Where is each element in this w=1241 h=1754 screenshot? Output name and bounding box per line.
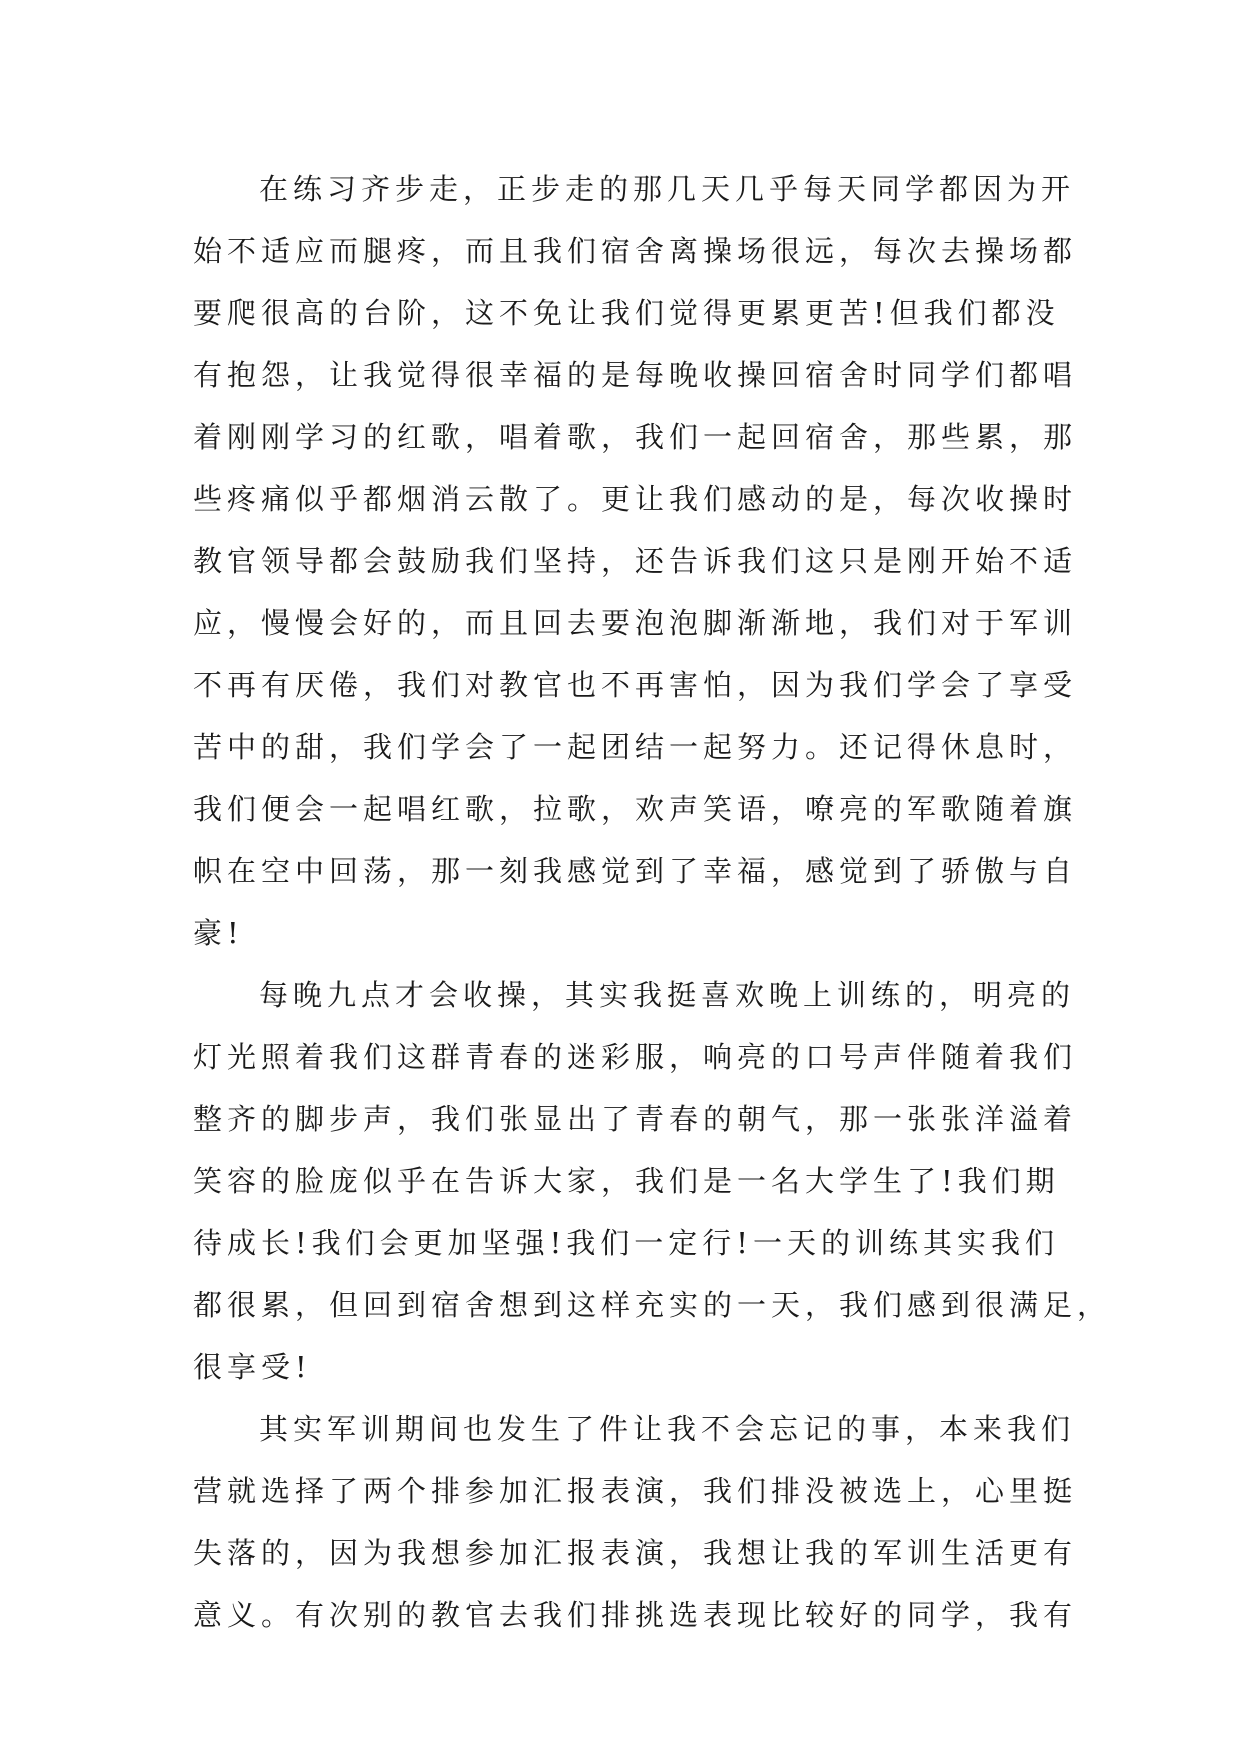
paragraph-line: 有抱怨，让我觉得很幸福的是每晚收操回宿舍时同学们都唱 — [193, 358, 1078, 392]
paragraph-line: 很享受! — [193, 1350, 312, 1384]
paragraph-line: 教官领导都会鼓励我们坚持，还告诉我们这只是刚开始不适 — [193, 544, 1078, 578]
paragraph-line: 意义。有次别的教官去我们排挑选表现比较好的同学，我有 — [193, 1598, 1078, 1632]
paragraph-line: 整齐的脚步声，我们张显出了青春的朝气，那一张张洋溢着 — [193, 1102, 1078, 1136]
paragraph-line: 着刚刚学习的红歌，唱着歌，我们一起回宿舍，那些累，那 — [193, 420, 1078, 454]
paragraph-line: 其实军训期间也发生了件让我不会忘记的事，本来我们 — [259, 1412, 1076, 1446]
paragraph-line: 不再有厌倦，我们对教官也不再害怕，因为我们学会了享受 — [193, 668, 1078, 702]
document-body — [193, 158, 1112, 1646]
paragraph-line: 些疼痛似乎都烟消云散了。更让我们感动的是，每次收操时 — [193, 482, 1078, 516]
paragraph-line: 帜在空中回荡，那一刻我感觉到了幸福，感觉到了骄傲与自 — [193, 854, 1078, 888]
paragraph-3 — [193, 1398, 1078, 1646]
paragraph-2 — [193, 964, 1112, 1398]
paragraph-line: 我们便会一起唱红歌，拉歌，欢声笑语，嘹亮的军歌随着旗 — [193, 792, 1078, 826]
paragraph-1 — [193, 158, 1078, 964]
paragraph-line: 营就选择了两个排参加汇报表演，我们排没被选上，心里挺 — [193, 1474, 1078, 1508]
paragraph-line: 应，慢慢会好的，而且回去要泡泡脚渐渐地，我们对于军训 — [193, 606, 1078, 640]
paragraph-line: 笑容的脸庞似乎在告诉大家，我们是一名大学生了!我们期 — [193, 1164, 1060, 1198]
paragraph-line: 苦中的甜，我们学会了一起团结一起努力。还记得休息时， — [193, 730, 1078, 764]
paragraph-line: 灯光照着我们这群青春的迷彩服，响亮的口号声伴随着我们 — [193, 1040, 1078, 1074]
paragraph-line: 待成长!我们会更加坚强!我们一定行!一天的训练其实我们 — [193, 1226, 1059, 1260]
paragraph-line: 每晚九点才会收操，其实我挺喜欢晚上训练的，明亮的 — [259, 978, 1076, 1012]
paragraph-line: 在练习齐步走，正步走的那几天几乎每天同学都因为开 — [259, 172, 1076, 206]
paragraph-line: 失落的，因为我想参加汇报表演，我想让我的军训生活更有 — [193, 1536, 1078, 1570]
paragraph-line: 都很累，但回到宿舍想到这样充实的一天，我们感到很满足， — [193, 1288, 1112, 1322]
paragraph-line: 要爬很高的台阶，这不免让我们觉得更累更苦!但我们都没 — [193, 296, 1060, 330]
paragraph-line: 始不适应而腿疼，而且我们宿舍离操场很远，每次去操场都 — [193, 234, 1078, 268]
paragraph-line: 豪! — [193, 916, 244, 950]
